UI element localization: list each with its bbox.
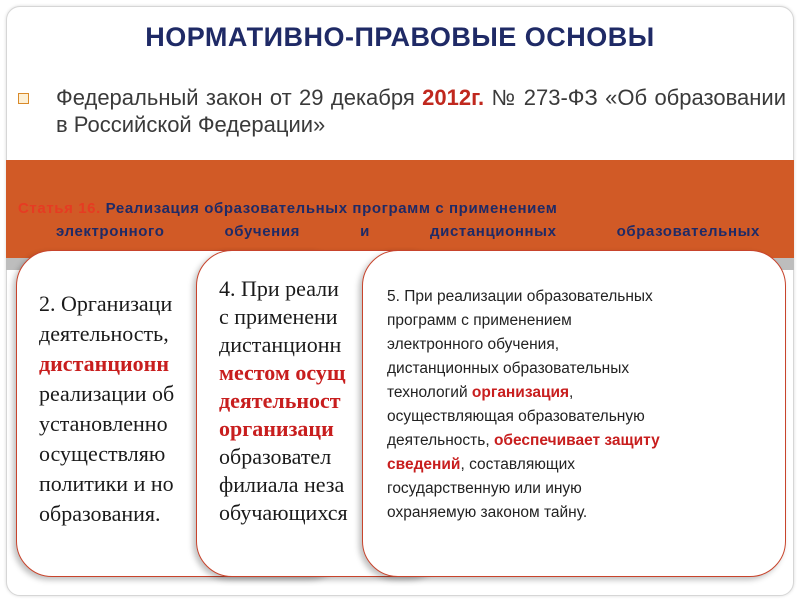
- highlight-text: деятельност: [219, 388, 341, 413]
- highlight-text: сведений: [387, 456, 461, 473]
- square-bullet-icon: [18, 93, 29, 104]
- body-text: образования.: [39, 501, 161, 526]
- card-line: [387, 357, 660, 381]
- article-title-line1: Реализация образовательных программ с применением: [100, 200, 558, 217]
- card-line: [39, 439, 174, 469]
- article-number: Статья 16.: [18, 200, 101, 217]
- card-text: [219, 275, 348, 527]
- body-text: электронного обучения,: [387, 336, 560, 353]
- highlight-text: местом осущ: [219, 360, 346, 385]
- highlight-text: организация: [471, 384, 570, 401]
- card-line: [219, 331, 348, 359]
- card-line: [219, 275, 348, 303]
- card-line: [219, 471, 348, 499]
- body-text: технологий: [387, 384, 472, 401]
- card-line: [387, 405, 660, 429]
- body-text: дистанционных образовательных: [387, 360, 630, 377]
- highlight-text: организаци: [219, 416, 334, 441]
- law-rest: № 273-ФЗ «Об образовании в Российской Федерации»: [56, 85, 786, 137]
- law-prefix: Федеральный закон от 29 декабря: [56, 85, 423, 110]
- card-text: [387, 285, 660, 525]
- card-line: [39, 289, 174, 319]
- highlight-text: дистанционн: [39, 351, 170, 376]
- body-text: ,: [569, 384, 574, 401]
- slide-title: НОРМАТИВНО-ПРАВОВЫЕ ОСНОВЫ: [145, 22, 655, 52]
- card-line: [39, 379, 174, 409]
- card-line: [219, 499, 348, 527]
- body-text: программ с применением: [387, 312, 572, 329]
- card-line: [39, 469, 174, 499]
- card-line: [387, 501, 660, 525]
- card-line: [219, 303, 348, 331]
- card-point-5: [362, 250, 786, 577]
- card-line: [387, 285, 660, 309]
- card-line: [387, 309, 660, 333]
- card-line: [387, 333, 660, 357]
- body-text: с применени: [219, 304, 338, 329]
- card-text: [39, 289, 174, 529]
- card-line: [39, 499, 174, 529]
- card-line: [219, 387, 348, 415]
- card-line: [387, 453, 660, 477]
- body-text: 4. При реали: [219, 276, 339, 301]
- body-text: 5. При реализации образовательных: [387, 288, 653, 305]
- card-line: [219, 415, 348, 443]
- article-title-line2: электронного обучения и дистанционных образовательных: [56, 223, 760, 240]
- body-text: политики и но: [39, 471, 174, 496]
- card-line: [219, 359, 348, 387]
- card-line: [219, 443, 348, 471]
- article-heading: [18, 197, 780, 243]
- body-text: государственную или иную: [387, 480, 582, 497]
- law-text: [56, 84, 786, 138]
- card-line: [387, 477, 660, 501]
- body-text: филиала неза: [219, 472, 345, 497]
- body-text: реализации об: [39, 381, 175, 406]
- card-line: [39, 349, 174, 379]
- card-line: [387, 429, 660, 453]
- body-text: установленно: [39, 411, 168, 436]
- highlight-text: обеспечивает защиту: [493, 432, 660, 449]
- body-text: охраняемую законом тайну.: [387, 504, 588, 521]
- body-text: образовател: [219, 444, 332, 469]
- card-line: [39, 409, 174, 439]
- body-text: деятельность,: [39, 321, 169, 346]
- body-text: 2. Организаци: [39, 291, 173, 316]
- body-text: осуществляющая образовательную: [387, 408, 645, 425]
- body-text: , составляющих: [460, 456, 576, 473]
- card-line: [387, 381, 660, 405]
- body-text: осуществляю: [39, 441, 166, 466]
- body-text: деятельность,: [387, 432, 494, 449]
- card-line: [39, 319, 174, 349]
- body-text: дистанционн: [219, 332, 342, 357]
- law-year: 2012г.: [422, 85, 485, 110]
- body-text: обучающихся: [219, 500, 348, 525]
